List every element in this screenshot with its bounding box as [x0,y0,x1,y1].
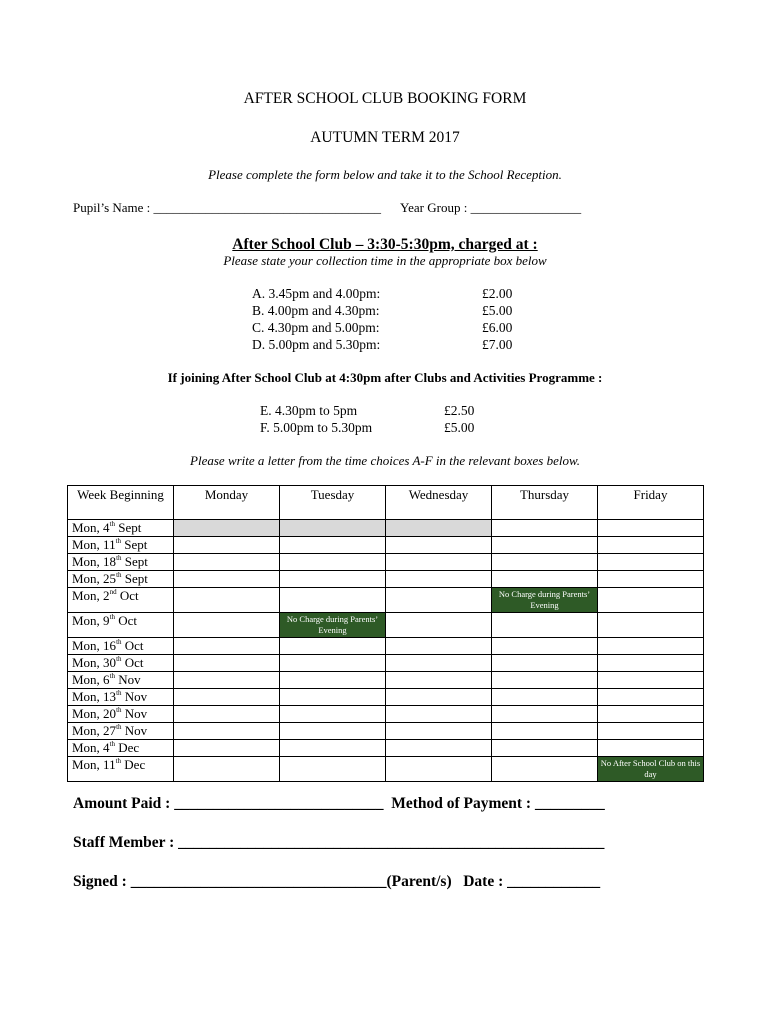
week-beginning-cell: Mon, 6th Nov [68,672,174,689]
time-option [252,337,512,354]
table-row [68,638,704,655]
booking-cell-monday[interactable] [174,571,280,588]
time-option-label: D. 5.00pm and 5.30pm: [252,337,381,352]
week-beginning-cell: Mon, 4th Sept [68,520,174,537]
booking-cell-monday[interactable] [174,689,280,706]
booking-cell-tuesday[interactable] [280,723,386,740]
booking-cell-wednesday[interactable] [386,706,492,723]
clubs-heading: If joining After School Club at 4:30pm after Clubs and Activities Programme : [167,370,603,385]
week-beginning-cell: Mon, 25th Sept [68,571,174,588]
booking-cell-friday[interactable] [598,689,704,706]
booking-cell-monday[interactable] [174,757,280,782]
table-row [68,740,704,757]
booking-cell-thursday[interactable] [492,537,598,554]
booking-cell-thursday[interactable] [492,638,598,655]
time-option [252,320,512,337]
booking-cell-wednesday[interactable] [386,613,492,638]
pupil-name-line[interactable]: Pupil’s Name : ___________________________________ Year Group : _________________ [73,200,582,215]
booking-cell-thursday[interactable] [492,689,598,706]
booking-cell-wednesday[interactable] [386,588,492,613]
booking-cell-monday[interactable] [174,554,280,571]
booking-cell-monday[interactable] [174,740,280,757]
booking-cell-friday[interactable] [598,638,704,655]
booking-table [67,485,704,782]
booking-cell-tuesday[interactable] [280,554,386,571]
time-option-label: B. 4.00pm and 4.30pm: [252,303,380,318]
booking-cell-friday[interactable] [598,537,704,554]
booking-cell-friday[interactable] [598,554,704,571]
booking-cell-tuesday[interactable] [280,520,386,537]
table-row [68,554,704,571]
booking-cell-monday[interactable] [174,672,280,689]
late-option-label: F. 5.00pm to 5.30pm [260,420,373,435]
booking-cell-friday[interactable] [598,655,704,672]
time-option [252,303,512,320]
club-heading: After School Club – 3:30-5:30pm, charged at : [232,236,538,253]
time-option [252,286,512,303]
column-header-friday: Friday [598,486,704,520]
booking-cell-thursday[interactable] [492,706,598,723]
booking-cell-thursday[interactable] [492,571,598,588]
booking-cell-friday[interactable] [598,740,704,757]
table-row [68,757,704,782]
week-beginning-cell: Mon, 18th Sept [68,554,174,571]
table-row [68,723,704,740]
booking-cell-tuesday[interactable] [280,537,386,554]
booking-cell-monday[interactable] [174,723,280,740]
no-charge-note: No Charge during Parents’ Evening [280,613,386,638]
week-beginning-cell: Mon, 13th Nov [68,689,174,706]
booking-cell-tuesday[interactable] [280,588,386,613]
signed-line[interactable]: Signed : _________________________________(Parent/s) Date : ____________ [73,873,601,890]
amount-paid-line[interactable]: Amount Paid : ___________________________ Method of Payment : _________ [73,795,605,812]
booking-cell-thursday[interactable] [492,554,598,571]
column-header-monday: Monday [174,486,280,520]
booking-cell-friday[interactable] [598,588,704,613]
booking-cell-wednesday[interactable] [386,520,492,537]
time-option-label: C. 4.30pm and 5.00pm: [252,320,380,335]
booking-cell-thursday[interactable] [492,740,598,757]
form-subtitle: AUTUMN TERM 2017 [310,129,460,146]
booking-cell-wednesday[interactable] [386,757,492,782]
booking-cell-wednesday[interactable] [386,638,492,655]
booking-cell-friday[interactable] [598,520,704,537]
week-beginning-cell: Mon, 11th Sept [68,537,174,554]
booking-cell-tuesday[interactable] [280,706,386,723]
booking-cell-monday[interactable] [174,655,280,672]
booking-cell-monday[interactable] [174,537,280,554]
column-header-thursday: Thursday [492,486,598,520]
time-option-price: £7.00 [482,337,513,352]
booking-cell-wednesday[interactable] [386,723,492,740]
week-beginning-cell: Mon, 16th Oct [68,638,174,655]
booking-cell-tuesday[interactable] [280,571,386,588]
late-option-price: £5.00 [444,420,475,435]
booking-cell-wednesday[interactable] [386,655,492,672]
late-option [260,420,474,437]
booking-cell-tuesday[interactable] [280,638,386,655]
table-row [68,520,704,537]
time-option-label: A. 3.45pm and 4.00pm: [252,286,381,301]
week-beginning-cell: Mon, 4th Dec [68,740,174,757]
booking-cell-thursday[interactable] [492,723,598,740]
table-row [68,706,704,723]
booking-cell-friday[interactable] [598,706,704,723]
time-options-list [252,286,512,354]
booking-cell-wednesday[interactable] [386,571,492,588]
collection-note: Please state your collection time in the appropriate box below [223,253,547,268]
booking-cell-tuesday[interactable] [280,672,386,689]
booking-cell-tuesday[interactable] [280,655,386,672]
time-option-price: £2.00 [482,286,513,301]
booking-cell-wednesday[interactable] [386,537,492,554]
booking-cell-monday[interactable] [174,588,280,613]
time-option-price: £5.00 [482,303,513,318]
no-charge-note: No Charge during Parents’ Evening [492,588,598,613]
booking-cell-monday[interactable] [174,706,280,723]
table-row [68,672,704,689]
no-club-note: No After School Club on this day [598,757,704,782]
table-row [68,613,704,638]
column-header-wednesday: Wednesday [386,486,492,520]
table-row [68,588,704,613]
late-option [260,403,474,420]
booking-cell-friday[interactable] [598,672,704,689]
late-options-list [260,403,474,437]
booking-cell-tuesday[interactable] [280,689,386,706]
form-title: AFTER SCHOOL CLUB BOOKING FORM [243,90,527,107]
week-beginning-cell: Mon, 2nd Oct [68,588,174,613]
booking-cell-thursday[interactable] [492,613,598,638]
late-option-label: E. 4.30pm to 5pm [260,403,358,418]
booking-cell-friday[interactable] [598,613,704,638]
week-beginning-cell: Mon, 30th Oct [68,655,174,672]
week-beginning-cell: Mon, 27th Nov [68,723,174,740]
booking-cell-friday[interactable] [598,571,704,588]
table-row [68,655,704,672]
week-beginning-cell: Mon, 20th Nov [68,706,174,723]
booking-cell-thursday[interactable] [492,672,598,689]
column-header-week: Week Beginning [68,486,174,520]
week-beginning-cell: Mon, 11th Dec [68,757,174,782]
table-row [68,571,704,588]
week-beginning-cell: Mon, 9th Oct [68,613,174,638]
booking-cell-monday[interactable] [174,613,280,638]
table-row [68,689,704,706]
time-option-price: £6.00 [482,320,513,335]
table-header-row [68,486,704,520]
booking-cell-thursday[interactable] [492,655,598,672]
staff-member-line[interactable]: Staff Member : _______________________________________________________ [73,834,605,851]
booking-cell-thursday[interactable] [492,520,598,537]
booking-cell-wednesday[interactable] [386,672,492,689]
booking-cell-wednesday[interactable] [386,554,492,571]
booking-cell-tuesday[interactable] [280,740,386,757]
table-instruction: Please write a letter from the time choices A-F in the relevant boxes below. [190,453,580,468]
booking-cell-thursday[interactable] [492,757,598,782]
form-instruction: Please complete the form below and take it to the School Reception. [208,167,562,182]
booking-cell-monday[interactable] [174,638,280,655]
booking-cell-monday[interactable] [174,520,280,537]
table-row [68,537,704,554]
booking-cell-friday[interactable] [598,723,704,740]
booking-cell-tuesday[interactable] [280,757,386,782]
column-header-tuesday: Tuesday [280,486,386,520]
booking-cell-wednesday[interactable] [386,740,492,757]
late-option-price: £2.50 [444,403,475,418]
booking-cell-wednesday[interactable] [386,689,492,706]
